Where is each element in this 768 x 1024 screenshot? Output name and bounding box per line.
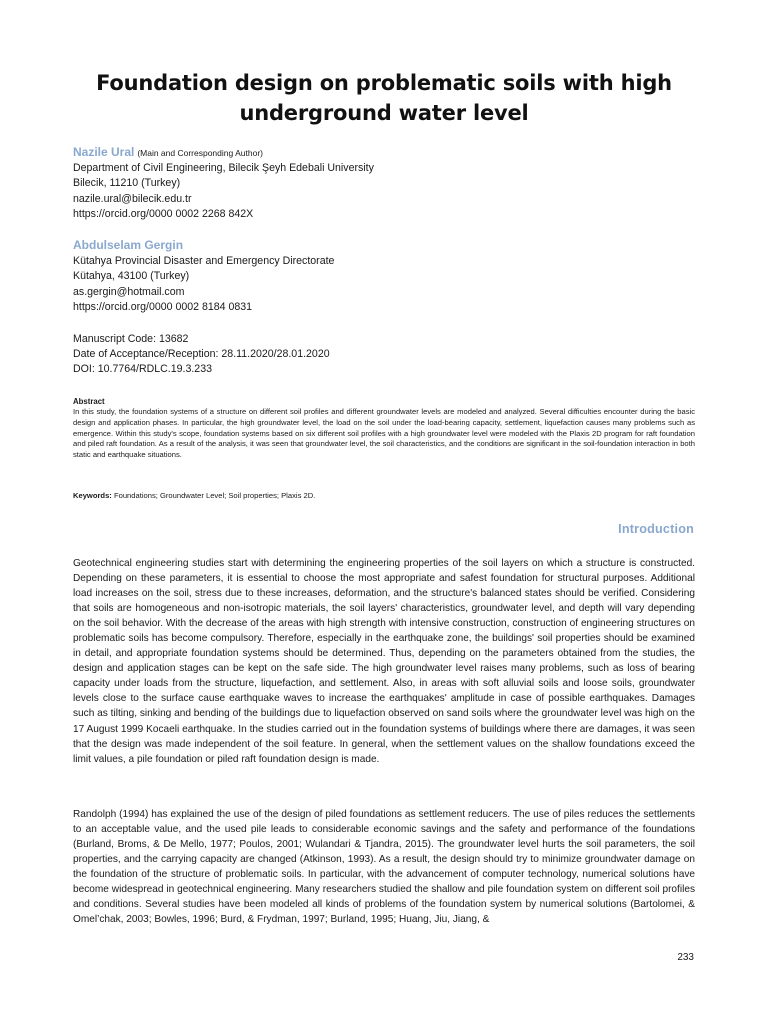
title-line-1: Foundation design on problematic soils with high <box>96 71 672 95</box>
manuscript-info <box>73 332 330 378</box>
author-role: (Main and Corresponding Author) <box>137 148 263 158</box>
page-number: 233 <box>677 952 694 963</box>
author-location: Kütahya, 43100 (Turkey) <box>73 270 190 283</box>
author-orcid[interactable]: https://orcid.org/0000 0002 2268 842X <box>73 207 254 220</box>
paper-title <box>60 68 708 128</box>
manuscript-code: Manuscript Code: 13682 <box>73 333 189 345</box>
author-orcid[interactable]: https://orcid.org/0000 0002 8184 0831 <box>73 300 253 313</box>
manuscript-dates: Date of Acceptance/Reception: 28.11.2020/28.01.2020 <box>73 348 330 361</box>
author-block-2 <box>73 238 334 315</box>
author-name: Abdulselam Gergin <box>73 238 184 252</box>
author-block-1 <box>73 145 374 222</box>
author-email[interactable]: as.gergin@hotmail.com <box>73 285 185 298</box>
author-affiliation: Department of Civil Engineering, Bilecik Şeyh Edebali University <box>73 162 374 175</box>
abstract-heading: Abstract <box>73 397 105 406</box>
author-location: Bilecik, 11210 (Turkey) <box>73 177 181 190</box>
title-line-2: underground water level <box>239 101 529 125</box>
keywords-label: Keywords: <box>73 491 112 500</box>
section-heading-introduction: Introduction <box>618 522 694 536</box>
manuscript-doi[interactable]: DOI: 10.7764/RDLC.19.3.233 <box>73 363 212 376</box>
author-affiliation: Kütahya Provincial Disaster and Emergency Directorate <box>73 255 335 268</box>
abstract-text: In this study, the foundation systems of a structure on different soil profiles and different groundwater levels are modeled and analyzed. Several difficulties encounter during the basic design and application phases. In particular, the high groundwater level, the load on the soil under the load-bearing capacity, settlement, liquefaction causes many problems such as emergence. Within this study's scope, foundation systems based on six different soil profiles with a high groundwater level were modeled with the Plaxis 2D program for raft foundation and piled raft foundation. As a result of the analysis, it was seen that groundwater level, the soil characteristics, and the conditions are significant in the soil-foundation interaction in both static and earthquake situations. <box>73 407 695 460</box>
body-paragraph: Geotechnical engineering studies start with determining the engineering properties of the soil layers on which a structure is constructed. Depending on these parameters, it is essential to choose the most appropriate and safest foundation for structural purposes. Additional load increases on the soil, stress due to these increases, deformation, and the structure's balanced states should be verified. Considering that soils are homogeneous and non-isotropic materials, the soil layers' characteristics, groundwater level, and depth will vary depending on the soil behavior. With the decrease of the areas with high strength with intensive construction, construction of engineering structures on problematic soils has become compulsory. Therefore, especially in the earthquake zone, the buildings' soil properties should be examined in detail, and appropriate foundation systems should be determined. Thus, depending on the parameters obtained from the studies, the design and application stages can be kept on the safe side. The high groundwater level raises many problems, such as loss of bearing capacity under loads from the structure, liquefaction, and settlement. Also, in areas with soft alluvial soils and loose soils, groundwater levels close to the surface cause earthquake waves to increase the earthquakes' amplitude in case of possible earthquakes. Damages such as tilting, sinking and bending of the buildings due to liquefaction observed on sand soils where the groundwater level was high on the 17 August 1999 Kocaeli earthquake. In the studies carried out in the foundation systems of buildings where there are damages, it was seen that the design was made independent of the soil feature. In general, when the settlement values on the shallow foundations exceed the limit values, a pile foundation or piled raft foundation design is made. <box>73 558 695 765</box>
keywords <box>73 490 695 501</box>
body-paragraph: Randolph (1994) has explained the use of the design of piled foundations as settlement reducers. The use of piles reduces the settlements to an acceptable value, and the used pile leads to considerable economic savings and the safety and performance of the foundations (Burland, Broms, & De Mello, 1977; Poulos, 2001; Wulandari & Tjandra, 2015). The groundwater level hurts the soil parameters, the soil properties, and the carrying capacity are changed (Atkinson, 1993). As a result, the design should try to minimize groundwater damage on the foundation of the structure of problematic soils. In particular, with the advancement of computer technology, numerical solutions have become widespread in geotechnical engineering. Many researchers studied the shallow and pile foundation system on different soil profiles and conditions. Several studies have been modeled all kinds of problems of the foundation system by numerical solutions (Bartolomei, & Omel’chak, 2003; Bowles, 1996; Burd, & Frydman, 1997; Burland, 1995; Huang, Jiu, Jiang, & <box>73 809 695 926</box>
keywords-text: Foundations; Groundwater Level; Soil properties; Plaxis 2D. <box>113 491 316 500</box>
abstract <box>73 396 695 461</box>
author-email[interactable]: nazile.ural@bilecik.edu.tr <box>73 192 192 205</box>
author-name: Nazile Ural <box>73 145 135 159</box>
